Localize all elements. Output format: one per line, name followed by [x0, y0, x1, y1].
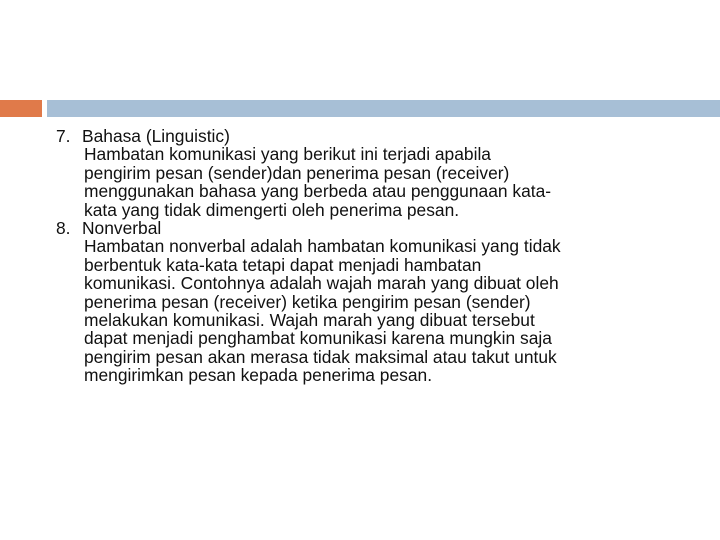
- list-item-body: [84, 237, 694, 384]
- list-item-title: [56, 127, 696, 145]
- list-item-7: [56, 127, 696, 219]
- body-line: Hambatan komunikasi yang berikut ini terjadi apabila: [84, 144, 491, 165]
- body-line: komunikasi. Contohnya adalah wajah marah yang dibuat oleh: [84, 273, 559, 294]
- list-item-number: 8.: [56, 218, 71, 239]
- list-item-8: [56, 219, 696, 385]
- body-line: Hambatan nonverbal adalah hambatan komunikasi yang tidak: [84, 236, 561, 257]
- body-line: melakukan komunikasi. Wajah marah yang dibuat tersebut: [84, 310, 535, 331]
- list-item-heading: Bahasa (Linguistic): [82, 126, 230, 146]
- list-item-number: 7.: [56, 126, 71, 146]
- body-line: mengirimkan pesan kepada penerima pesan.: [84, 365, 433, 386]
- list-item-title: [56, 219, 696, 237]
- accent-bar: [0, 100, 42, 117]
- body-line: dapat menjadi penghambat komunikasi karena mungkin saja: [84, 328, 552, 349]
- list-item-body: [84, 145, 694, 219]
- body-line: kata yang tidak dimengerti oleh penerima pesan.: [84, 199, 460, 220]
- body-line: menggunakan bahasa yang berbeda atau penggunaan kata-: [84, 181, 552, 202]
- body-line: berbentuk kata-kata tetapi dapat menjadi hambatan: [84, 254, 482, 275]
- header-bar: [47, 100, 720, 117]
- body-line: penerima pesan (receiver) ketika pengirim pesan (sender): [84, 291, 531, 312]
- list-item-heading: Nonverbal: [82, 218, 162, 239]
- slide-content: [56, 127, 696, 385]
- body-line: pengirim pesan akan merasa tidak maksimal atau takut untuk: [84, 346, 557, 367]
- body-line: pengirim pesan (sender)dan penerima pesan (receiver): [84, 162, 510, 183]
